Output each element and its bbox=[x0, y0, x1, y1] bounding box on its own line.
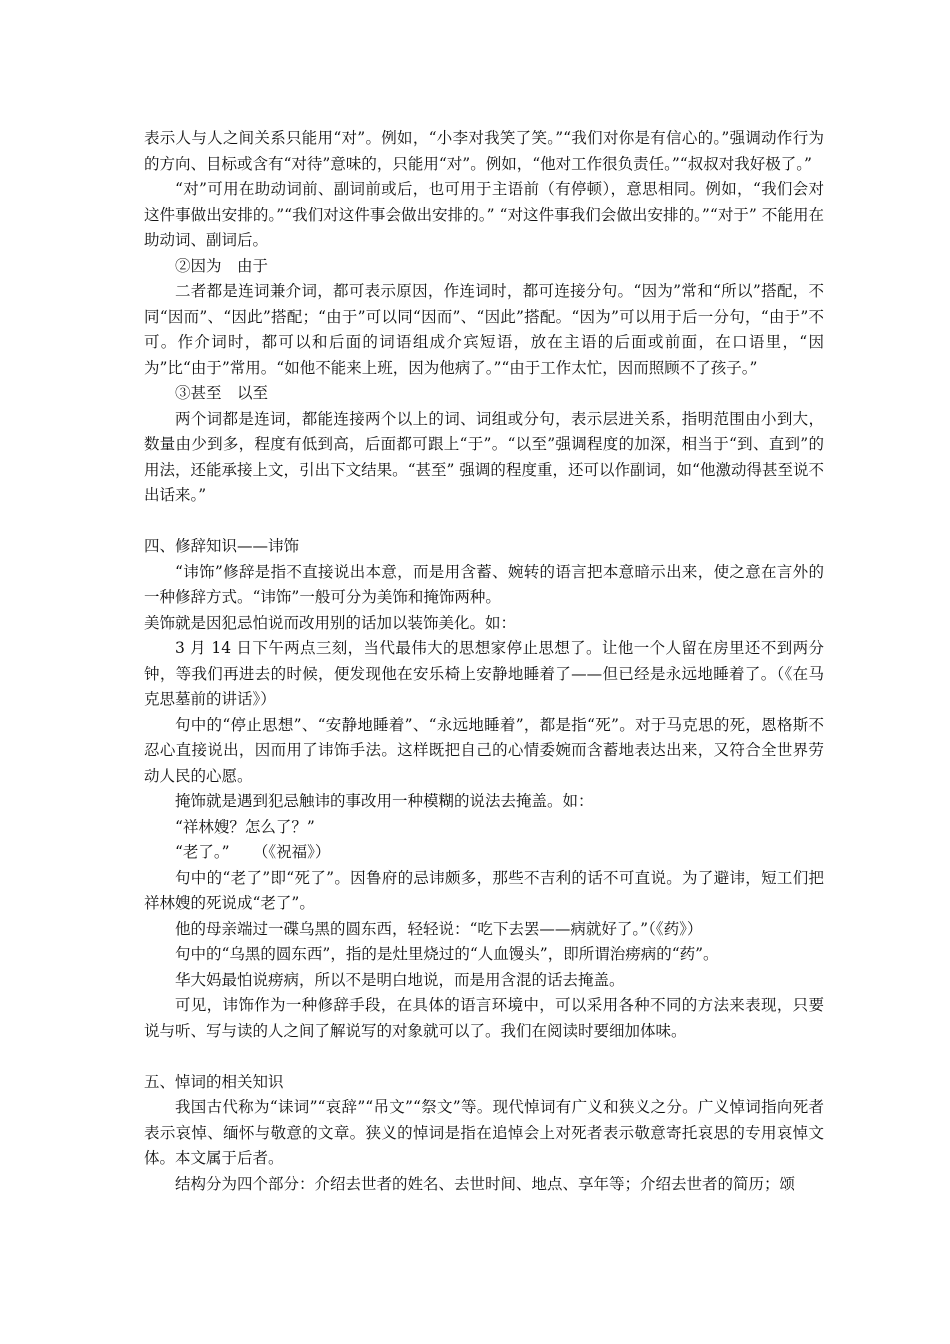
paragraph: 结构分为四个部分：介绍去世者的姓名、去世时间、地点、享年等；介绍去世者的简历；颂 bbox=[175, 1174, 796, 1193]
blank-line bbox=[144, 1044, 824, 1070]
paragraph: ②因为 由于 bbox=[175, 256, 269, 275]
blank-line bbox=[144, 509, 824, 535]
paragraph: ③甚至 以至 bbox=[175, 384, 269, 402]
paragraph: 句中的“老了”即“死了”。因鲁府的忌讳颇多，那些不吉利的话不可直说。为了避讳，短工们把祥林嫂的死说成“老了”。 bbox=[144, 868, 824, 912]
paragraph: 3 月 14 日下午两点三刻，当代最伟大的思想家停止思想了。让他一个人留在房里还不到两分钟，等我们再进去的时候，便发现他在安乐椅上安静地睡着了——但已经是永远地睡着了。（《在马克思墓前的讲话》） bbox=[144, 639, 824, 708]
paragraph: “老了。” （《祝福》） bbox=[175, 843, 331, 861]
paragraph: 他的母亲端过一碟乌黑的圆东西，轻轻说：“吃下去罢——病就好了。”（《药》） bbox=[175, 919, 703, 938]
paragraph: 掩饰就是遇到犯忌触讳的事改用一种模糊的说法去掩盖。如： bbox=[175, 792, 594, 810]
document-page bbox=[144, 126, 824, 1197]
paragraph: 可见，讳饰作为一种修辞手段，在具体的语言环境中，可以采用各种不同的方法来表现，只要说与听、写与读的人之间了解说写的对象就可以了。我们在阅读时要细加体味。 bbox=[144, 996, 824, 1040]
paragraph: 句中的“乌黑的圆东西”，指的是灶里烧过的“人血馒头”，即所谓治痨病的“药”。 bbox=[175, 945, 719, 963]
paragraph: 表示人与人之间关系只能用“对”。例如，“小李对我笑了笑。”“我们对你是有信心的。”强调动作行为的方向、目标或含有“对待”意味的，只能用“对”。例如，“他对工作很负责任。”“叔叔对我好极了。” bbox=[144, 129, 824, 173]
paragraph: “祥林嫂？怎么了？” bbox=[175, 817, 315, 836]
paragraph: 华大妈最怕说痨病，所以不是明白地说，而是用含混的话去掩盖。 bbox=[175, 970, 625, 989]
paragraph: 句中的“停止思想”、“安静地睡着”、“永远地睡着”，都是指“死”。对于马克思的死，恩格斯不忍心直接说出，因而用了讳饰手法。这样既把自己的心情委婉而含蓄地表达出来，又符合全世界劳动人民的心愿。 bbox=[144, 715, 824, 785]
paragraph: 我国古代称为“诔词”“哀辞”“吊文”“祭文”等。现代悼词有广义和狭义之分。广义悼词指向死者表示哀悼、缅怀与敬意的文章。狭义的悼词是指在追悼会上对死者表示敬意寄托哀思的专用哀悼文体。本文属于后者。 bbox=[144, 1098, 824, 1167]
paragraph: 二者都是连词兼介词，都可表示原因，作连词时，都可连接分句。“因为”常和“所以”搭配，不同“因而”、“因此”搭配；“由于”可以同“因而”、“因此”搭配。“因为”可以用于后一分句，“由于”不可。作介词时，都可以和后面的词语组成介宾短语，放在主语的后面或前面，在口语里，“因为”比“由于”常用。“如他不能来上班，因为他病了。”“由于工作太忙，因而照顾不了孩子。” bbox=[144, 282, 824, 377]
paragraph: “对”可用在助动词前、副词前或后，也可用于主语前（有停顿），意思相同。例如，“我们会对这件事做出安排的。”“我们对这件事会做出安排的。” “对这件事我们会做出安排的。”“对于” 不能用在助动词、副词后。 bbox=[144, 180, 824, 249]
paragraph: 两个词都是连词，都能连接两个以上的词、词组或分句，表示层进关系，指明范围由小到大，数量由少到多，程度有低到高，后面都可跟上“于”。“以至”强调程度的加深，相当于“到、直到”的用法，还能承接上文，引出下文结果。“甚至” 强调的程度重，还可以作副词，如“他激动得甚至说不出话来。” bbox=[144, 409, 824, 504]
section-heading: 四、修辞知识——讳饰 bbox=[144, 537, 300, 555]
section-heading: 五、悼词的相关知识 bbox=[144, 1072, 284, 1091]
paragraph: “讳饰”修辞是指不直接说出本意，而是用含蓄、婉转的语言把本意暗示出来，使之意在言外的一种修辞方式。“讳饰”一般可分为美饰和掩饰两种。 bbox=[144, 562, 824, 606]
paragraph: 美饰就是因犯忌怕说而改用别的话加以装饰美化。如： bbox=[144, 613, 517, 632]
